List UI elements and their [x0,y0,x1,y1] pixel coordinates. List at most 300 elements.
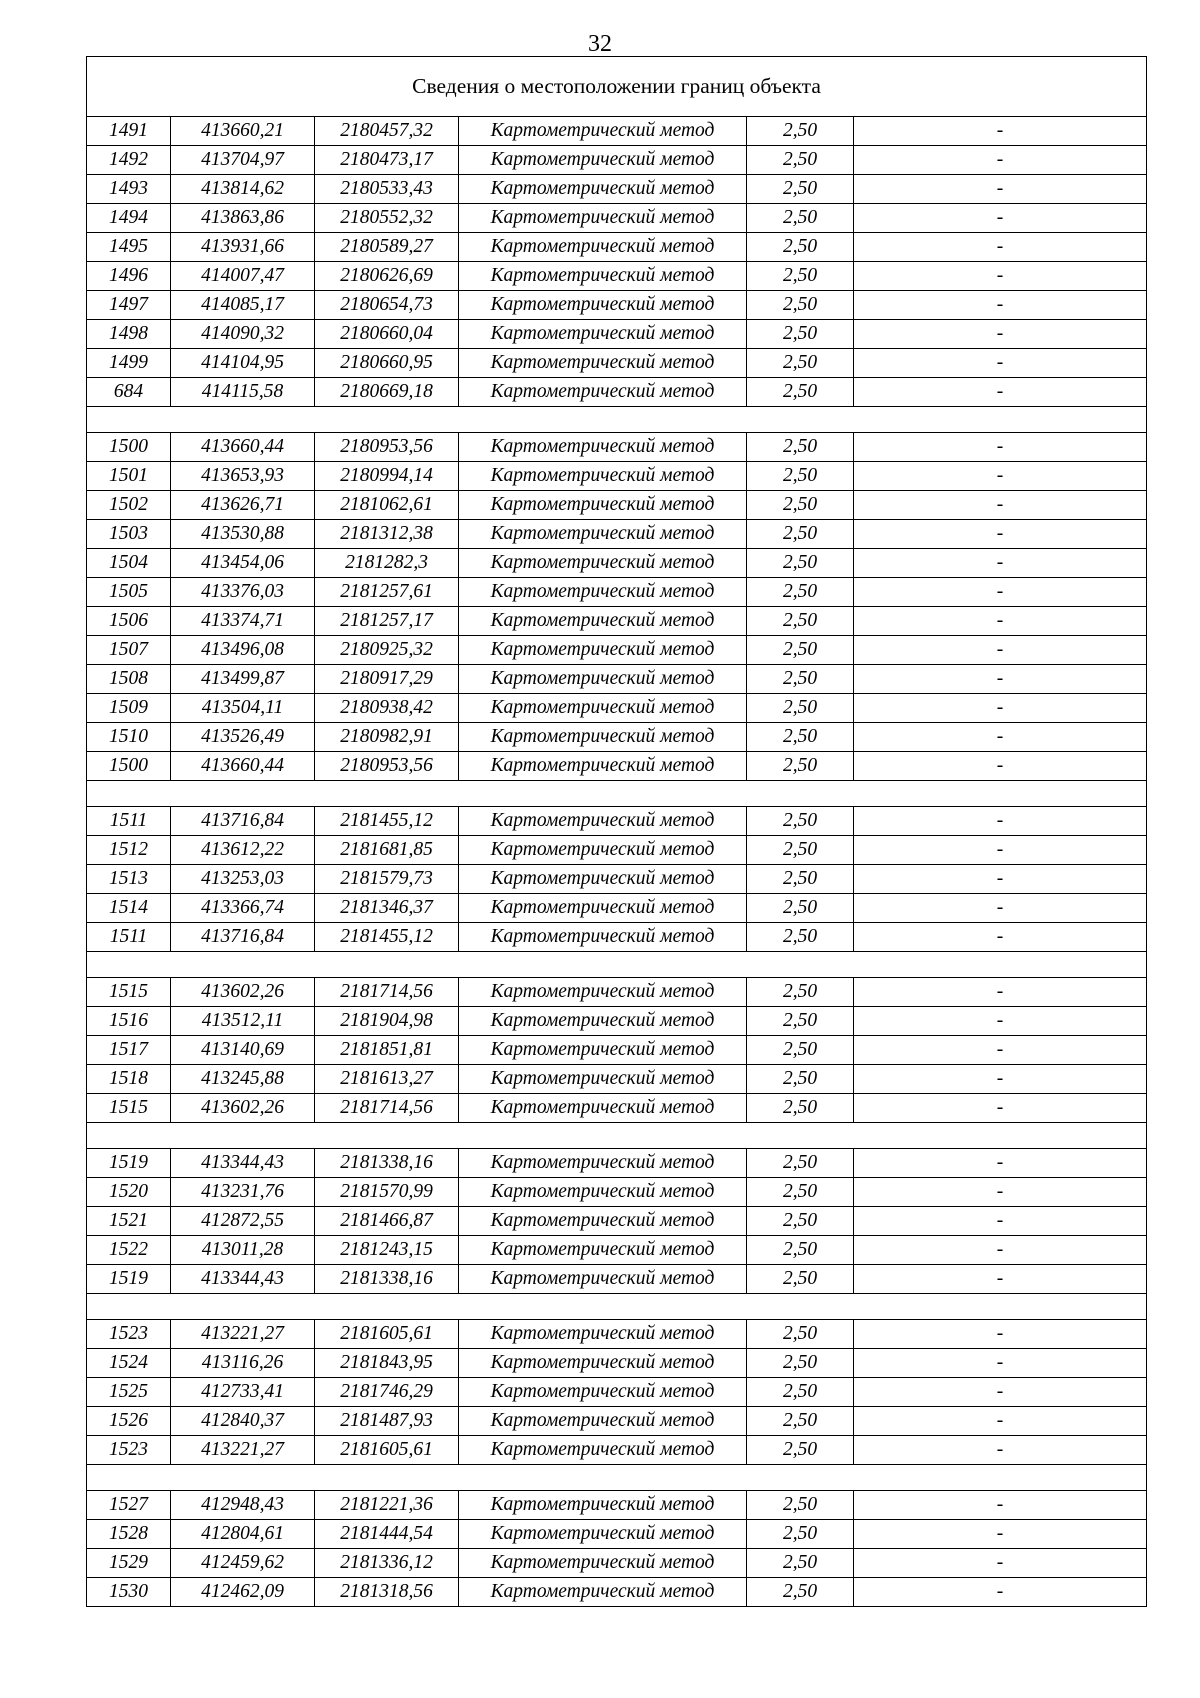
accuracy-cell: 2,50 [747,1065,854,1094]
description-cell: - [854,291,1147,320]
point-number-cell: 1505 [87,578,171,607]
x-coordinate-cell: 413011,28 [171,1236,315,1265]
accuracy-cell: 2,50 [747,549,854,578]
method-cell: Картометрический метод [459,1520,747,1549]
accuracy-cell: 2,50 [747,1036,854,1065]
accuracy-cell: 2,50 [747,204,854,233]
x-coordinate-cell: 413344,43 [171,1149,315,1178]
method-cell: Картометрический метод [459,923,747,952]
accuracy-cell: 2,50 [747,1436,854,1465]
y-coordinate-cell: 2180953,56 [315,433,459,462]
method-cell: Картометрический метод [459,1436,747,1465]
accuracy-cell: 2,50 [747,433,854,462]
description-cell: - [854,1549,1147,1578]
accuracy-cell: 2,50 [747,378,854,407]
point-number-cell: 1517 [87,1036,171,1065]
method-cell: Картометрический метод [459,752,747,781]
accuracy-cell: 2,50 [747,894,854,923]
page-number: 32 [588,31,612,57]
x-coordinate-cell: 413602,26 [171,978,315,1007]
table-row [87,291,1147,320]
y-coordinate-cell: 2181605,61 [315,1320,459,1349]
table-row [87,1578,1147,1607]
table-row [87,865,1147,894]
y-coordinate-cell: 2181455,12 [315,923,459,952]
description-cell: - [854,1094,1147,1123]
x-coordinate-cell: 413526,49 [171,723,315,752]
accuracy-cell: 2,50 [747,636,854,665]
table-row [87,836,1147,865]
description-cell: - [854,1007,1147,1036]
accuracy-cell: 2,50 [747,1094,854,1123]
x-coordinate-cell: 414104,95 [171,349,315,378]
accuracy-cell: 2,50 [747,146,854,175]
point-number-cell: 1510 [87,723,171,752]
y-coordinate-cell: 2181338,16 [315,1149,459,1178]
method-cell: Картометрический метод [459,636,747,665]
group-separator-cell [87,781,1147,807]
description-cell: - [854,1207,1147,1236]
description-cell: - [854,1178,1147,1207]
accuracy-cell: 2,50 [747,1207,854,1236]
accuracy-cell: 2,50 [747,520,854,549]
description-cell: - [854,233,1147,262]
x-coordinate-cell: 412840,37 [171,1407,315,1436]
accuracy-cell: 2,50 [747,175,854,204]
x-coordinate-cell: 412462,09 [171,1578,315,1607]
y-coordinate-cell: 2180626,69 [315,262,459,291]
description-cell: - [854,320,1147,349]
point-number-cell: 1494 [87,204,171,233]
group-separator-row [87,781,1147,807]
y-coordinate-cell: 2181455,12 [315,807,459,836]
accuracy-cell: 2,50 [747,923,854,952]
method-cell: Картометрический метод [459,1491,747,1520]
boundary-coordinates-table [86,56,1147,1607]
accuracy-cell: 2,50 [747,1149,854,1178]
x-coordinate-cell: 413344,43 [171,1265,315,1294]
description-cell: - [854,462,1147,491]
description-cell: - [854,1149,1147,1178]
description-cell: - [854,636,1147,665]
description-cell: - [854,807,1147,836]
table-row [87,1320,1147,1349]
x-coordinate-cell: 413704,97 [171,146,315,175]
method-cell: Картометрический метод [459,462,747,491]
accuracy-cell: 2,50 [747,578,854,607]
description-cell: - [854,1491,1147,1520]
x-coordinate-cell: 414090,32 [171,320,315,349]
accuracy-cell: 2,50 [747,491,854,520]
description-cell: - [854,146,1147,175]
description-cell: - [854,1436,1147,1465]
y-coordinate-cell: 2181605,61 [315,1436,459,1465]
point-number-cell: 684 [87,378,171,407]
method-cell: Картометрический метод [459,520,747,549]
x-coordinate-cell: 412804,61 [171,1520,315,1549]
method-cell: Картометрический метод [459,1094,747,1123]
y-coordinate-cell: 2181257,17 [315,607,459,636]
method-cell: Картометрический метод [459,1236,747,1265]
table-row [87,520,1147,549]
y-coordinate-cell: 2180533,43 [315,175,459,204]
x-coordinate-cell: 413602,26 [171,1094,315,1123]
x-coordinate-cell: 412459,62 [171,1549,315,1578]
x-coordinate-cell: 413716,84 [171,923,315,952]
y-coordinate-cell: 2180473,17 [315,146,459,175]
point-number-cell: 1508 [87,665,171,694]
accuracy-cell: 2,50 [747,117,854,146]
x-coordinate-cell: 413660,44 [171,752,315,781]
table-row [87,1094,1147,1123]
point-number-cell: 1526 [87,1407,171,1436]
accuracy-cell: 2,50 [747,320,854,349]
table-row [87,694,1147,723]
y-coordinate-cell: 2180917,29 [315,665,459,694]
point-number-cell: 1511 [87,923,171,952]
accuracy-cell: 2,50 [747,1349,854,1378]
description-cell: - [854,1265,1147,1294]
description-cell: - [854,1349,1147,1378]
point-number-cell: 1501 [87,462,171,491]
y-coordinate-cell: 2181714,56 [315,1094,459,1123]
point-number-cell: 1499 [87,349,171,378]
point-number-cell: 1514 [87,894,171,923]
y-coordinate-cell: 2180669,18 [315,378,459,407]
point-number-cell: 1496 [87,262,171,291]
table-row [87,175,1147,204]
description-cell: - [854,520,1147,549]
accuracy-cell: 2,50 [747,1549,854,1578]
group-separator-cell [87,1294,1147,1320]
x-coordinate-cell: 413814,62 [171,175,315,204]
x-coordinate-cell: 413366,74 [171,894,315,923]
method-cell: Картометрический метод [459,1549,747,1578]
accuracy-cell: 2,50 [747,607,854,636]
table-row [87,723,1147,752]
point-number-cell: 1504 [87,549,171,578]
x-coordinate-cell: 413253,03 [171,865,315,894]
x-coordinate-cell: 413376,03 [171,578,315,607]
table-row [87,117,1147,146]
table-row [87,204,1147,233]
description-cell: - [854,491,1147,520]
x-coordinate-cell: 413245,88 [171,1065,315,1094]
y-coordinate-cell: 2181221,36 [315,1491,459,1520]
y-coordinate-cell: 2180552,32 [315,204,459,233]
y-coordinate-cell: 2180457,32 [315,117,459,146]
group-separator-cell [87,407,1147,433]
method-cell: Картометрический метод [459,433,747,462]
description-cell: - [854,378,1147,407]
x-coordinate-cell: 413530,88 [171,520,315,549]
point-number-cell: 1529 [87,1549,171,1578]
table-row [87,923,1147,952]
y-coordinate-cell: 2181062,61 [315,491,459,520]
point-number-cell: 1492 [87,146,171,175]
accuracy-cell: 2,50 [747,1378,854,1407]
accuracy-cell: 2,50 [747,836,854,865]
description-cell: - [854,1320,1147,1349]
y-coordinate-cell: 2181257,61 [315,578,459,607]
accuracy-cell: 2,50 [747,978,854,1007]
table-row [87,233,1147,262]
accuracy-cell: 2,50 [747,865,854,894]
accuracy-cell: 2,50 [747,1578,854,1607]
description-cell: - [854,117,1147,146]
table-row [87,433,1147,462]
x-coordinate-cell: 413863,86 [171,204,315,233]
method-cell: Картометрический метод [459,491,747,520]
x-coordinate-cell: 412948,43 [171,1491,315,1520]
table-row [87,1378,1147,1407]
table-row [87,320,1147,349]
accuracy-cell: 2,50 [747,1407,854,1436]
point-number-cell: 1519 [87,1265,171,1294]
description-cell: - [854,175,1147,204]
table-row [87,1436,1147,1465]
group-separator-row [87,952,1147,978]
table-row [87,1207,1147,1236]
table-title: Сведения о местоположении границ объекта [87,57,1147,117]
y-coordinate-cell: 2180660,95 [315,349,459,378]
y-coordinate-cell: 2181613,27 [315,1065,459,1094]
point-number-cell: 1512 [87,836,171,865]
table-row [87,462,1147,491]
y-coordinate-cell: 2180660,04 [315,320,459,349]
method-cell: Картометрический метод [459,978,747,1007]
table-row [87,491,1147,520]
description-cell: - [854,1236,1147,1265]
x-coordinate-cell: 412872,55 [171,1207,315,1236]
point-number-cell: 1523 [87,1320,171,1349]
method-cell: Картометрический метод [459,607,747,636]
group-separator-row [87,407,1147,433]
accuracy-cell: 2,50 [747,807,854,836]
table-row [87,378,1147,407]
x-coordinate-cell: 413660,44 [171,433,315,462]
y-coordinate-cell: 2181714,56 [315,978,459,1007]
y-coordinate-cell: 2181570,99 [315,1178,459,1207]
table-row [87,1265,1147,1294]
description-cell: - [854,204,1147,233]
table-row [87,1036,1147,1065]
point-number-cell: 1498 [87,320,171,349]
y-coordinate-cell: 2181466,87 [315,1207,459,1236]
table-row [87,578,1147,607]
description-cell: - [854,578,1147,607]
accuracy-cell: 2,50 [747,665,854,694]
x-coordinate-cell: 413653,93 [171,462,315,491]
point-number-cell: 1515 [87,978,171,1007]
y-coordinate-cell: 2181243,15 [315,1236,459,1265]
table-row [87,1007,1147,1036]
y-coordinate-cell: 2181338,16 [315,1265,459,1294]
method-cell: Картометрический метод [459,1265,747,1294]
y-coordinate-cell: 2180938,42 [315,694,459,723]
x-coordinate-cell: 413140,69 [171,1036,315,1065]
method-cell: Картометрический метод [459,549,747,578]
x-coordinate-cell: 413504,11 [171,694,315,723]
method-cell: Картометрический метод [459,1065,747,1094]
x-coordinate-cell: 413221,27 [171,1320,315,1349]
point-number-cell: 1495 [87,233,171,262]
method-cell: Картометрический метод [459,1320,747,1349]
point-number-cell: 1520 [87,1178,171,1207]
point-number-cell: 1525 [87,1378,171,1407]
accuracy-cell: 2,50 [747,752,854,781]
description-cell: - [854,836,1147,865]
point-number-cell: 1518 [87,1065,171,1094]
x-coordinate-cell: 413612,22 [171,836,315,865]
y-coordinate-cell: 2180925,32 [315,636,459,665]
point-number-cell: 1513 [87,865,171,894]
point-number-cell: 1493 [87,175,171,204]
accuracy-cell: 2,50 [747,462,854,491]
method-cell: Картометрический метод [459,1578,747,1607]
method-cell: Картометрический метод [459,117,747,146]
description-cell: - [854,349,1147,378]
point-number-cell: 1511 [87,807,171,836]
x-coordinate-cell: 413716,84 [171,807,315,836]
point-number-cell: 1522 [87,1236,171,1265]
y-coordinate-cell: 2180994,14 [315,462,459,491]
point-number-cell: 1503 [87,520,171,549]
description-cell: - [854,923,1147,952]
point-number-cell: 1500 [87,433,171,462]
accuracy-cell: 2,50 [747,1178,854,1207]
x-coordinate-cell: 413660,21 [171,117,315,146]
y-coordinate-cell: 2181851,81 [315,1036,459,1065]
table-row [87,636,1147,665]
table-row [87,1149,1147,1178]
y-coordinate-cell: 2181346,37 [315,894,459,923]
description-cell: - [854,1520,1147,1549]
description-cell: - [854,262,1147,291]
description-cell: - [854,433,1147,462]
description-cell: - [854,665,1147,694]
method-cell: Картометрический метод [459,894,747,923]
point-number-cell: 1515 [87,1094,171,1123]
point-number-cell: 1509 [87,694,171,723]
description-cell: - [854,1578,1147,1607]
x-coordinate-cell: 413499,87 [171,665,315,694]
x-coordinate-cell: 413231,76 [171,1178,315,1207]
method-cell: Картометрический метод [459,1407,747,1436]
point-number-cell: 1502 [87,491,171,520]
point-number-cell: 1528 [87,1520,171,1549]
method-cell: Картометрический метод [459,233,747,262]
y-coordinate-cell: 2181282,3 [315,549,459,578]
accuracy-cell: 2,50 [747,262,854,291]
description-cell: - [854,694,1147,723]
description-cell: - [854,549,1147,578]
method-cell: Картометрический метод [459,1378,747,1407]
x-coordinate-cell: 413221,27 [171,1436,315,1465]
y-coordinate-cell: 2181318,56 [315,1578,459,1607]
y-coordinate-cell: 2180589,27 [315,233,459,262]
table-row [87,1349,1147,1378]
method-cell: Картометрический метод [459,1149,747,1178]
point-number-cell: 1519 [87,1149,171,1178]
method-cell: Картометрический метод [459,694,747,723]
description-cell: - [854,607,1147,636]
y-coordinate-cell: 2181444,54 [315,1520,459,1549]
y-coordinate-cell: 2181579,73 [315,865,459,894]
method-cell: Картометрический метод [459,836,747,865]
method-cell: Картометрический метод [459,291,747,320]
point-number-cell: 1497 [87,291,171,320]
y-coordinate-cell: 2181487,93 [315,1407,459,1436]
method-cell: Картометрический метод [459,1349,747,1378]
y-coordinate-cell: 2181681,85 [315,836,459,865]
method-cell: Картометрический метод [459,204,747,233]
x-coordinate-cell: 412733,41 [171,1378,315,1407]
description-cell: - [854,1065,1147,1094]
x-coordinate-cell: 413931,66 [171,233,315,262]
x-coordinate-cell: 413454,06 [171,549,315,578]
accuracy-cell: 2,50 [747,1520,854,1549]
group-separator-row [87,1294,1147,1320]
table-row [87,549,1147,578]
y-coordinate-cell: 2181336,12 [315,1549,459,1578]
group-separator-row [87,1465,1147,1491]
method-cell: Картометрический метод [459,1007,747,1036]
method-cell: Картометрический метод [459,723,747,752]
accuracy-cell: 2,50 [747,291,854,320]
description-cell: - [854,1407,1147,1436]
description-cell: - [854,1378,1147,1407]
x-coordinate-cell: 413626,71 [171,491,315,520]
point-number-cell: 1507 [87,636,171,665]
point-number-cell: 1521 [87,1207,171,1236]
point-number-cell: 1506 [87,607,171,636]
table-row [87,807,1147,836]
y-coordinate-cell: 2181843,95 [315,1349,459,1378]
accuracy-cell: 2,50 [747,1491,854,1520]
table-row [87,1520,1147,1549]
description-cell: - [854,1036,1147,1065]
table-row [87,349,1147,378]
point-number-cell: 1527 [87,1491,171,1520]
table-row [87,1491,1147,1520]
table-row [87,1236,1147,1265]
group-separator-row [87,1123,1147,1149]
x-coordinate-cell: 414007,47 [171,262,315,291]
table-row [87,262,1147,291]
method-cell: Картометрический метод [459,578,747,607]
method-cell: Картометрический метод [459,378,747,407]
table-row [87,1407,1147,1436]
method-cell: Картометрический метод [459,1207,747,1236]
description-cell: - [854,723,1147,752]
table-row [87,146,1147,175]
method-cell: Картометрический метод [459,1178,747,1207]
accuracy-cell: 2,50 [747,694,854,723]
x-coordinate-cell: 413496,08 [171,636,315,665]
method-cell: Картометрический метод [459,807,747,836]
accuracy-cell: 2,50 [747,723,854,752]
point-number-cell: 1500 [87,752,171,781]
group-separator-cell [87,1123,1147,1149]
description-cell: - [854,865,1147,894]
method-cell: Картометрический метод [459,262,747,291]
accuracy-cell: 2,50 [747,1320,854,1349]
accuracy-cell: 2,50 [747,349,854,378]
y-coordinate-cell: 2180953,56 [315,752,459,781]
description-cell: - [854,752,1147,781]
table-title-row [87,57,1147,117]
